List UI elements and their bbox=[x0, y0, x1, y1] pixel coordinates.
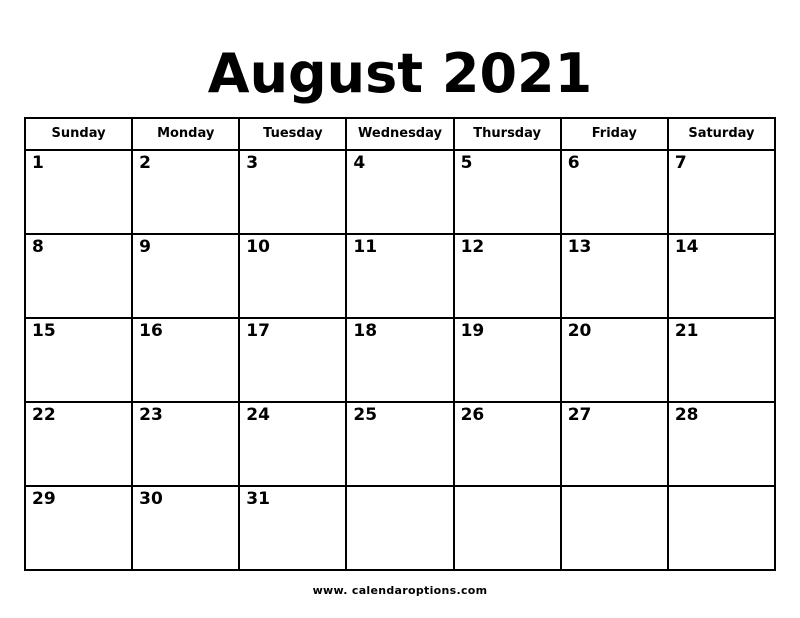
day-number: 20 bbox=[567, 320, 592, 341]
day-cell[interactable] bbox=[454, 318, 561, 402]
day-number: 12 bbox=[460, 236, 485, 257]
day-cell[interactable] bbox=[668, 318, 775, 402]
weekday-header-monday: Monday bbox=[132, 118, 239, 150]
day-cell[interactable] bbox=[25, 486, 132, 570]
day-number: 13 bbox=[567, 236, 592, 257]
day-cell[interactable] bbox=[132, 486, 239, 570]
day-cell[interactable] bbox=[346, 318, 453, 402]
day-number bbox=[347, 487, 452, 490]
day-cell[interactable] bbox=[132, 234, 239, 318]
day-cell[interactable] bbox=[25, 318, 132, 402]
day-cell-empty[interactable] bbox=[454, 486, 561, 570]
day-number: 24 bbox=[246, 404, 270, 425]
day-number: 4 bbox=[353, 152, 366, 173]
day-number: 14 bbox=[674, 236, 699, 257]
day-cell[interactable] bbox=[561, 150, 668, 234]
weekday-header-sunday: Sunday bbox=[25, 118, 132, 150]
day-number: 26 bbox=[460, 404, 485, 425]
day-number: 28 bbox=[674, 404, 699, 425]
day-cell[interactable] bbox=[239, 486, 346, 570]
day-cell[interactable] bbox=[561, 318, 668, 402]
day-number: 16 bbox=[139, 320, 163, 341]
day-cell[interactable] bbox=[132, 402, 239, 486]
calendar-body bbox=[25, 150, 775, 570]
calendar-week-row bbox=[25, 402, 775, 486]
calendar-week-row bbox=[25, 150, 775, 234]
day-cell[interactable] bbox=[346, 150, 453, 234]
day-number: 10 bbox=[246, 236, 270, 257]
page-title: August 2021 bbox=[207, 42, 593, 105]
day-number: 23 bbox=[139, 404, 163, 425]
day-number: 25 bbox=[353, 404, 378, 425]
day-number: 30 bbox=[139, 488, 163, 509]
day-cell[interactable] bbox=[346, 402, 453, 486]
day-cell[interactable] bbox=[239, 150, 346, 234]
day-cell[interactable] bbox=[132, 318, 239, 402]
day-number: 1 bbox=[32, 152, 44, 173]
weekday-header-saturday: Saturday bbox=[668, 118, 775, 150]
day-number: 3 bbox=[246, 152, 259, 173]
day-number: 27 bbox=[567, 404, 592, 425]
day-cell[interactable] bbox=[561, 402, 668, 486]
day-number: 29 bbox=[32, 488, 56, 509]
day-cell[interactable] bbox=[454, 150, 561, 234]
day-number: 21 bbox=[674, 320, 699, 341]
day-cell[interactable] bbox=[668, 234, 775, 318]
day-number: 5 bbox=[460, 152, 473, 173]
weekday-header-thursday: Thursday bbox=[454, 118, 561, 150]
day-cell-empty[interactable] bbox=[346, 486, 453, 570]
day-number: 22 bbox=[32, 404, 56, 425]
day-number: 19 bbox=[460, 320, 485, 341]
day-cell[interactable] bbox=[454, 402, 561, 486]
footer-website-text: www. calendaroptions.com bbox=[312, 583, 488, 597]
day-cell[interactable] bbox=[239, 234, 346, 318]
weekday-header-friday: Friday bbox=[561, 118, 668, 150]
day-number bbox=[455, 487, 560, 490]
day-number: 11 bbox=[353, 236, 378, 257]
weekday-header-wednesday: Wednesday bbox=[346, 118, 453, 150]
day-cell[interactable] bbox=[239, 318, 346, 402]
day-cell[interactable] bbox=[346, 234, 453, 318]
calendar-header-row bbox=[25, 118, 775, 150]
day-number: 17 bbox=[246, 320, 270, 341]
day-number: 6 bbox=[567, 152, 580, 173]
day-number: 9 bbox=[139, 236, 151, 257]
day-cell[interactable] bbox=[239, 402, 346, 486]
calendar-week-row bbox=[25, 486, 775, 570]
day-number bbox=[669, 487, 774, 490]
day-number: 2 bbox=[139, 152, 151, 173]
day-number: 18 bbox=[353, 320, 378, 341]
day-number: 8 bbox=[32, 236, 44, 257]
day-cell[interactable] bbox=[25, 234, 132, 318]
day-cell[interactable] bbox=[454, 234, 561, 318]
calendar-week-row bbox=[25, 234, 775, 318]
day-cell[interactable] bbox=[561, 234, 668, 318]
day-number: 7 bbox=[674, 152, 687, 173]
day-cell[interactable] bbox=[25, 402, 132, 486]
weekday-header-tuesday: Tuesday bbox=[239, 118, 346, 150]
calendar-week-row bbox=[25, 318, 775, 402]
day-cell-empty[interactable] bbox=[668, 486, 775, 570]
day-cell[interactable] bbox=[668, 402, 775, 486]
day-number: 15 bbox=[32, 320, 56, 341]
day-cell[interactable] bbox=[25, 150, 132, 234]
day-number bbox=[562, 487, 667, 490]
day-number: 31 bbox=[246, 488, 270, 509]
day-cell-empty[interactable] bbox=[561, 486, 668, 570]
calendar-table bbox=[24, 117, 776, 571]
day-cell[interactable] bbox=[132, 150, 239, 234]
day-cell[interactable] bbox=[668, 150, 775, 234]
